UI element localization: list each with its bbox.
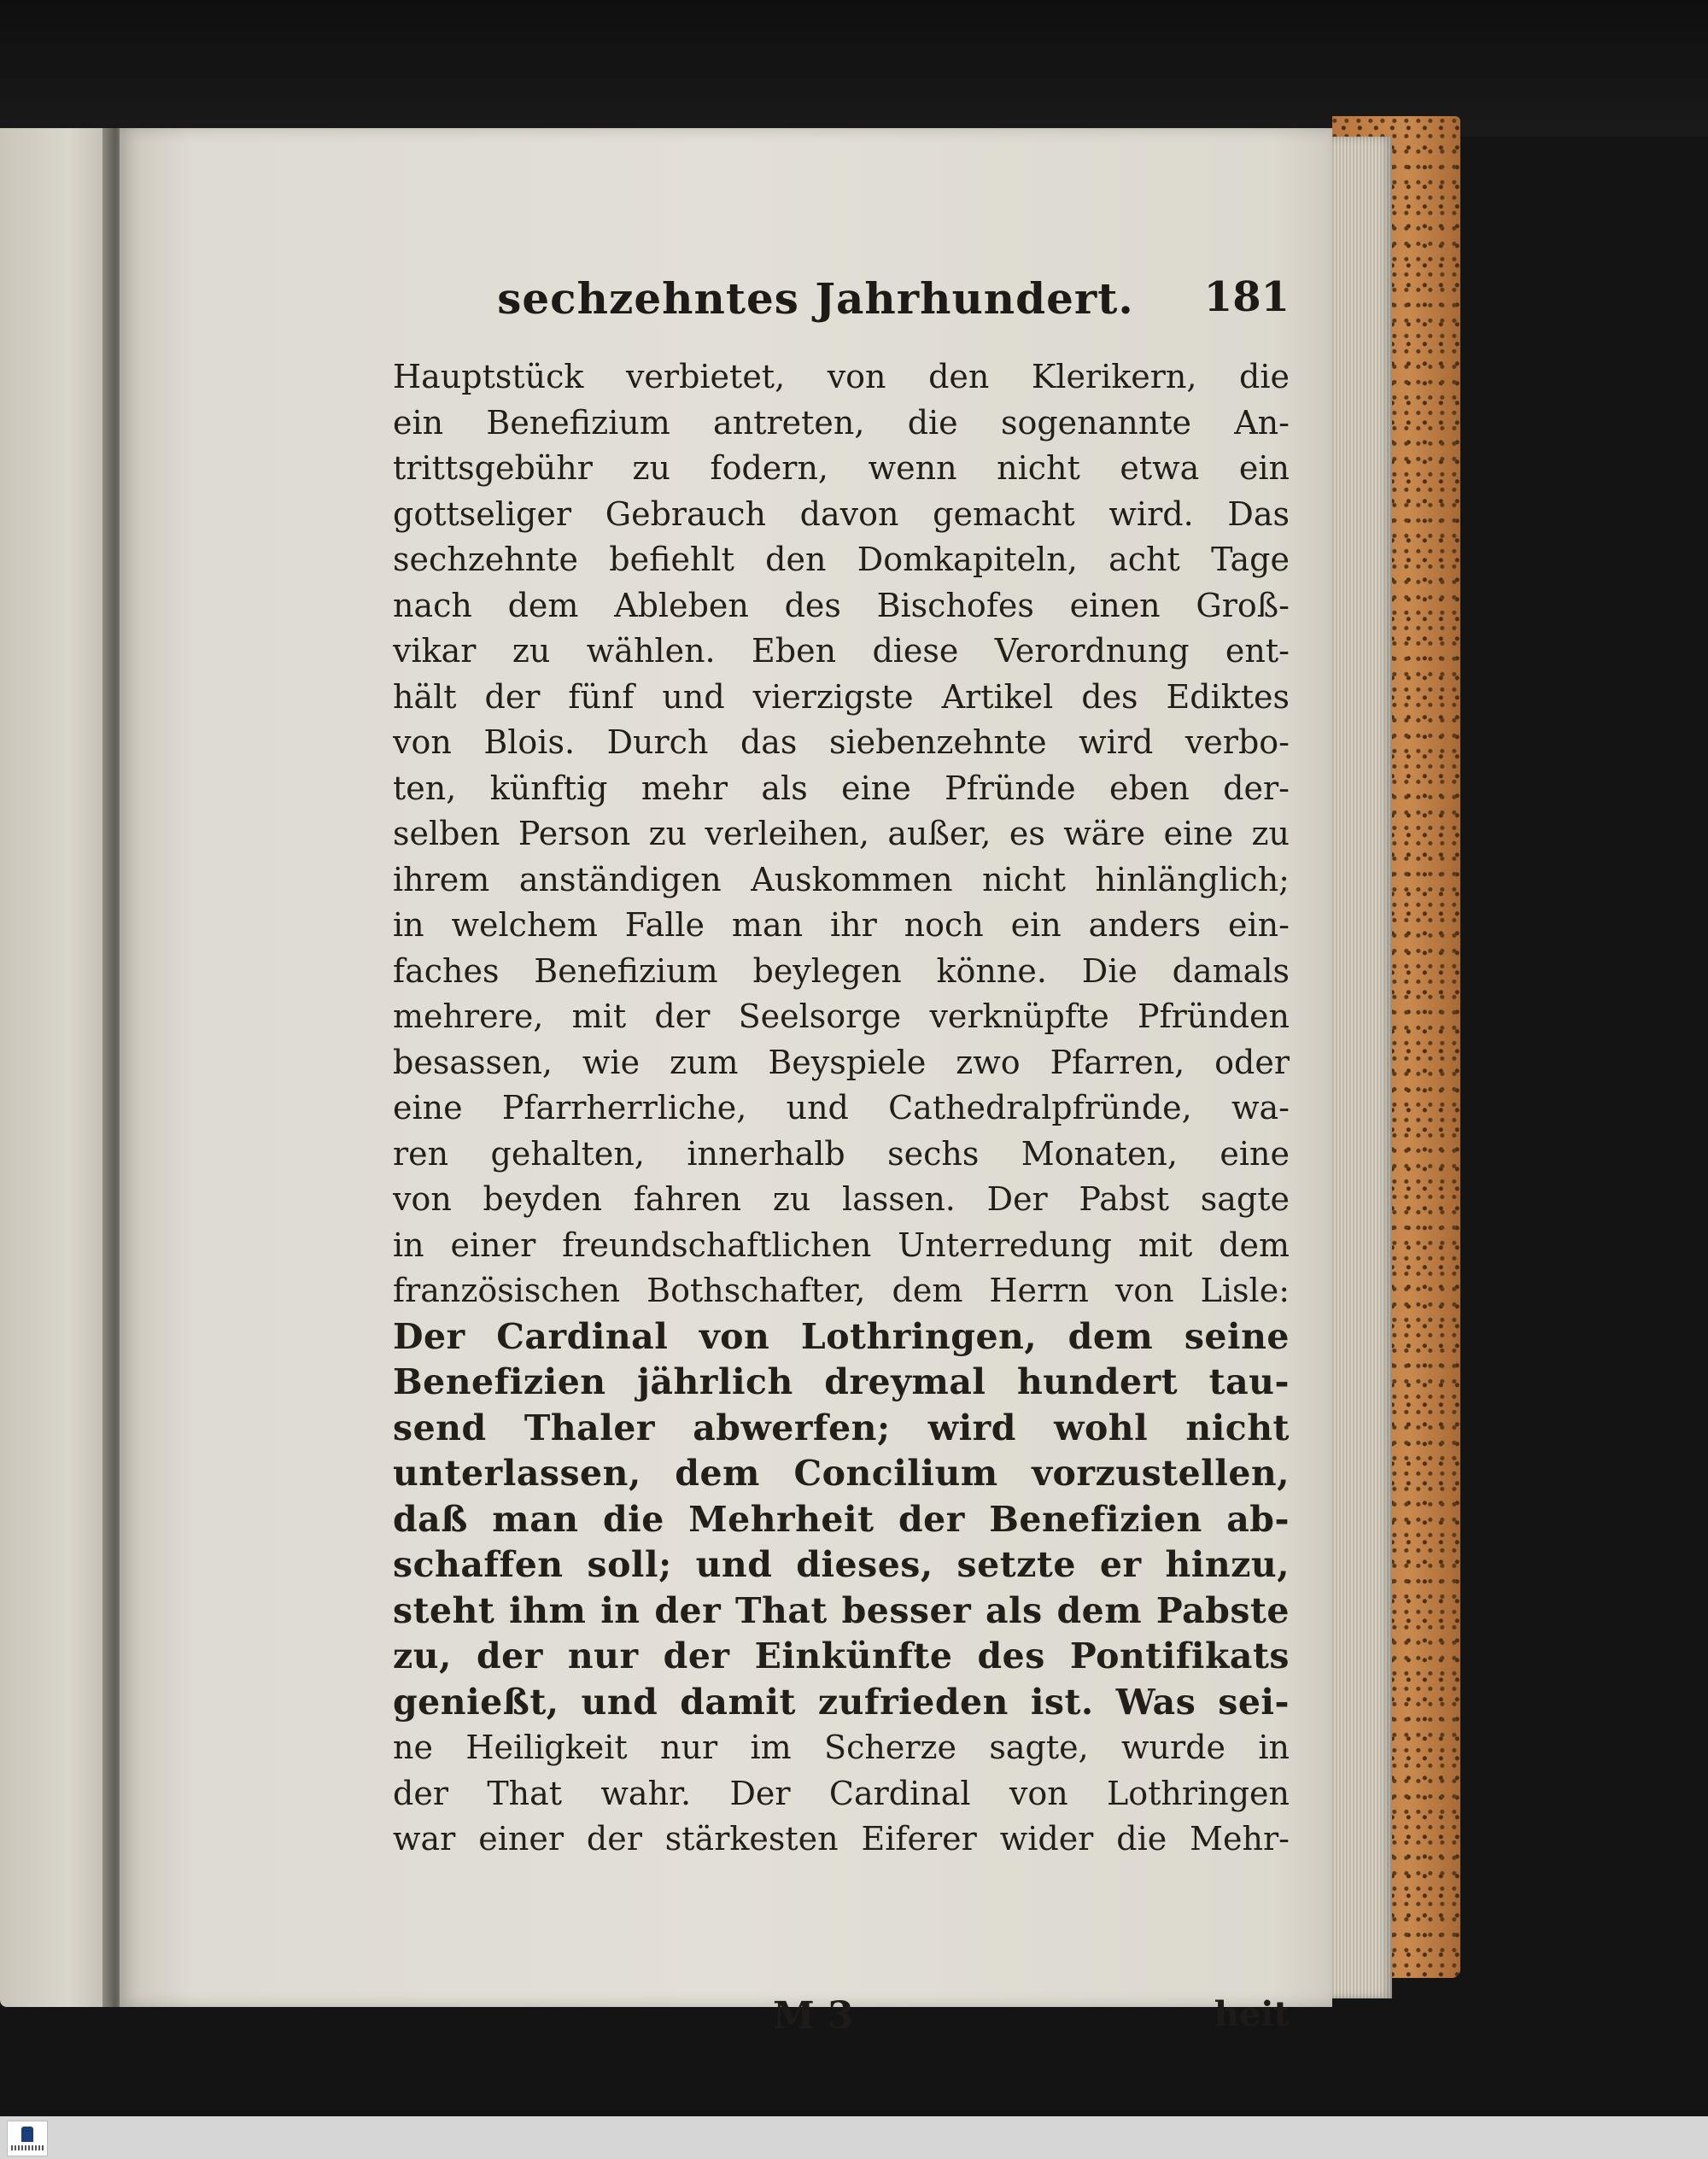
- quoted-text-line: genießt, und damit zufrieden ist. Was sei-: [393, 1681, 1290, 1723]
- text-line: besassen, wie zum Beyspiele zwo Pfarren, oder: [393, 1043, 1290, 1081]
- text-line: in einer freundschaftlichen Unterredung mit dem: [393, 1226, 1290, 1264]
- text-line: ne Heiligkeit nur im Scherze sagte, wurde in: [393, 1729, 1290, 1766]
- catchword: heit: [1214, 1994, 1290, 2034]
- text-line: von beyden fahren zu lassen. Der Pabst sagte: [393, 1180, 1290, 1218]
- running-head: [457, 273, 1290, 342]
- quoted-text-line: send Thaler abwerfen; wird wohl nicht: [393, 1407, 1290, 1448]
- page-footer: [393, 1994, 1290, 2045]
- library-logo-icon: [7, 2121, 48, 2156]
- page-number: 181: [1203, 273, 1290, 321]
- text-line: gottseliger Gebrauch davon gemacht wird. Das: [393, 494, 1290, 533]
- quoted-text-line: unterlassen, dem Concilium vorzustellen,: [393, 1453, 1290, 1494]
- text-line: ein Benefizium antreten, die sogenannte An-: [393, 403, 1290, 442]
- body-text: [393, 354, 1290, 1863]
- logo-emblem: [21, 2127, 33, 2142]
- quoted-text-line: zu, der nur der Einkünfte des Pontifikats: [393, 1635, 1290, 1676]
- text-line: eine Pfarrherrliche, und Cathedralpfründe, wa-: [393, 1089, 1290, 1126]
- quoted-text-line: steht ihm in der That besser als dem Pabste: [393, 1589, 1290, 1631]
- text-line: französischen Bothschafter, dem Herrn von Lisle:: [393, 1272, 1290, 1309]
- quoted-text-line: schaffen soll; und dieses, setzte er hinzu,: [393, 1544, 1290, 1585]
- text-line: ihrem anständigen Auskommen nicht hinlänglich;: [393, 860, 1290, 898]
- open-book: [0, 111, 1469, 2038]
- text-line: sechzehnte befiehlt den Domkapiteln, acht Tage: [393, 541, 1290, 578]
- signature-mark: M 3: [773, 1994, 854, 2038]
- text-line: selben Person zu verleihen, außer, es wäre eine zu: [393, 815, 1290, 852]
- text-line: nach dem Ableben des Bischofes einen Groß-: [393, 586, 1290, 624]
- text-line: mehrere, mit der Seelsorge verknüpfte Pfründen: [393, 998, 1290, 1035]
- text-line: faches Benefizium beylegen könne. Die damals: [393, 951, 1290, 990]
- text-line: ten, künftig mehr als eine Pfründe eben der-: [393, 769, 1290, 807]
- logo-lettering: [11, 2145, 44, 2150]
- quoted-text-line: Benefizien jährlich dreymal hundert tau-: [393, 1361, 1290, 1402]
- text-line: in welchem Falle man ihr noch ein anders ein-: [393, 906, 1290, 944]
- text-line: vikar zu wählen. Eben diese Verordnung ent-: [393, 632, 1290, 670]
- left-page-edge: [0, 128, 115, 2007]
- text-line: hält der fünf und vierzigste Artikel des Ediktes: [393, 677, 1290, 716]
- viewer-bottom-bar: [0, 2116, 1708, 2159]
- quoted-text-line: Der Cardinal von Lothringen, dem seine: [393, 1315, 1290, 1357]
- text-line: Hauptstück verbietet, von den Klerikern, die: [393, 358, 1290, 395]
- text-line: trittsgebühr zu fodern, wenn nicht etwa ein: [393, 449, 1290, 487]
- right-page: [120, 128, 1332, 2038]
- text-line: ren gehalten, innerhalb sechs Monaten, eine: [393, 1134, 1290, 1173]
- page-fore-edge: [1324, 137, 1392, 1998]
- quoted-text-line: daß man die Mehrheit der Benefizien ab-: [393, 1498, 1290, 1540]
- text-line: der That wahr. Der Cardinal von Lothringen: [393, 1774, 1290, 1812]
- text-line: von Blois. Durch das siebenzehnte wird verbo-: [393, 723, 1290, 761]
- text-line: war einer der stärkesten Eiferer wider die Mehr-: [393, 1820, 1290, 1858]
- running-title: sechzehntes Jahrhundert.: [497, 273, 1134, 324]
